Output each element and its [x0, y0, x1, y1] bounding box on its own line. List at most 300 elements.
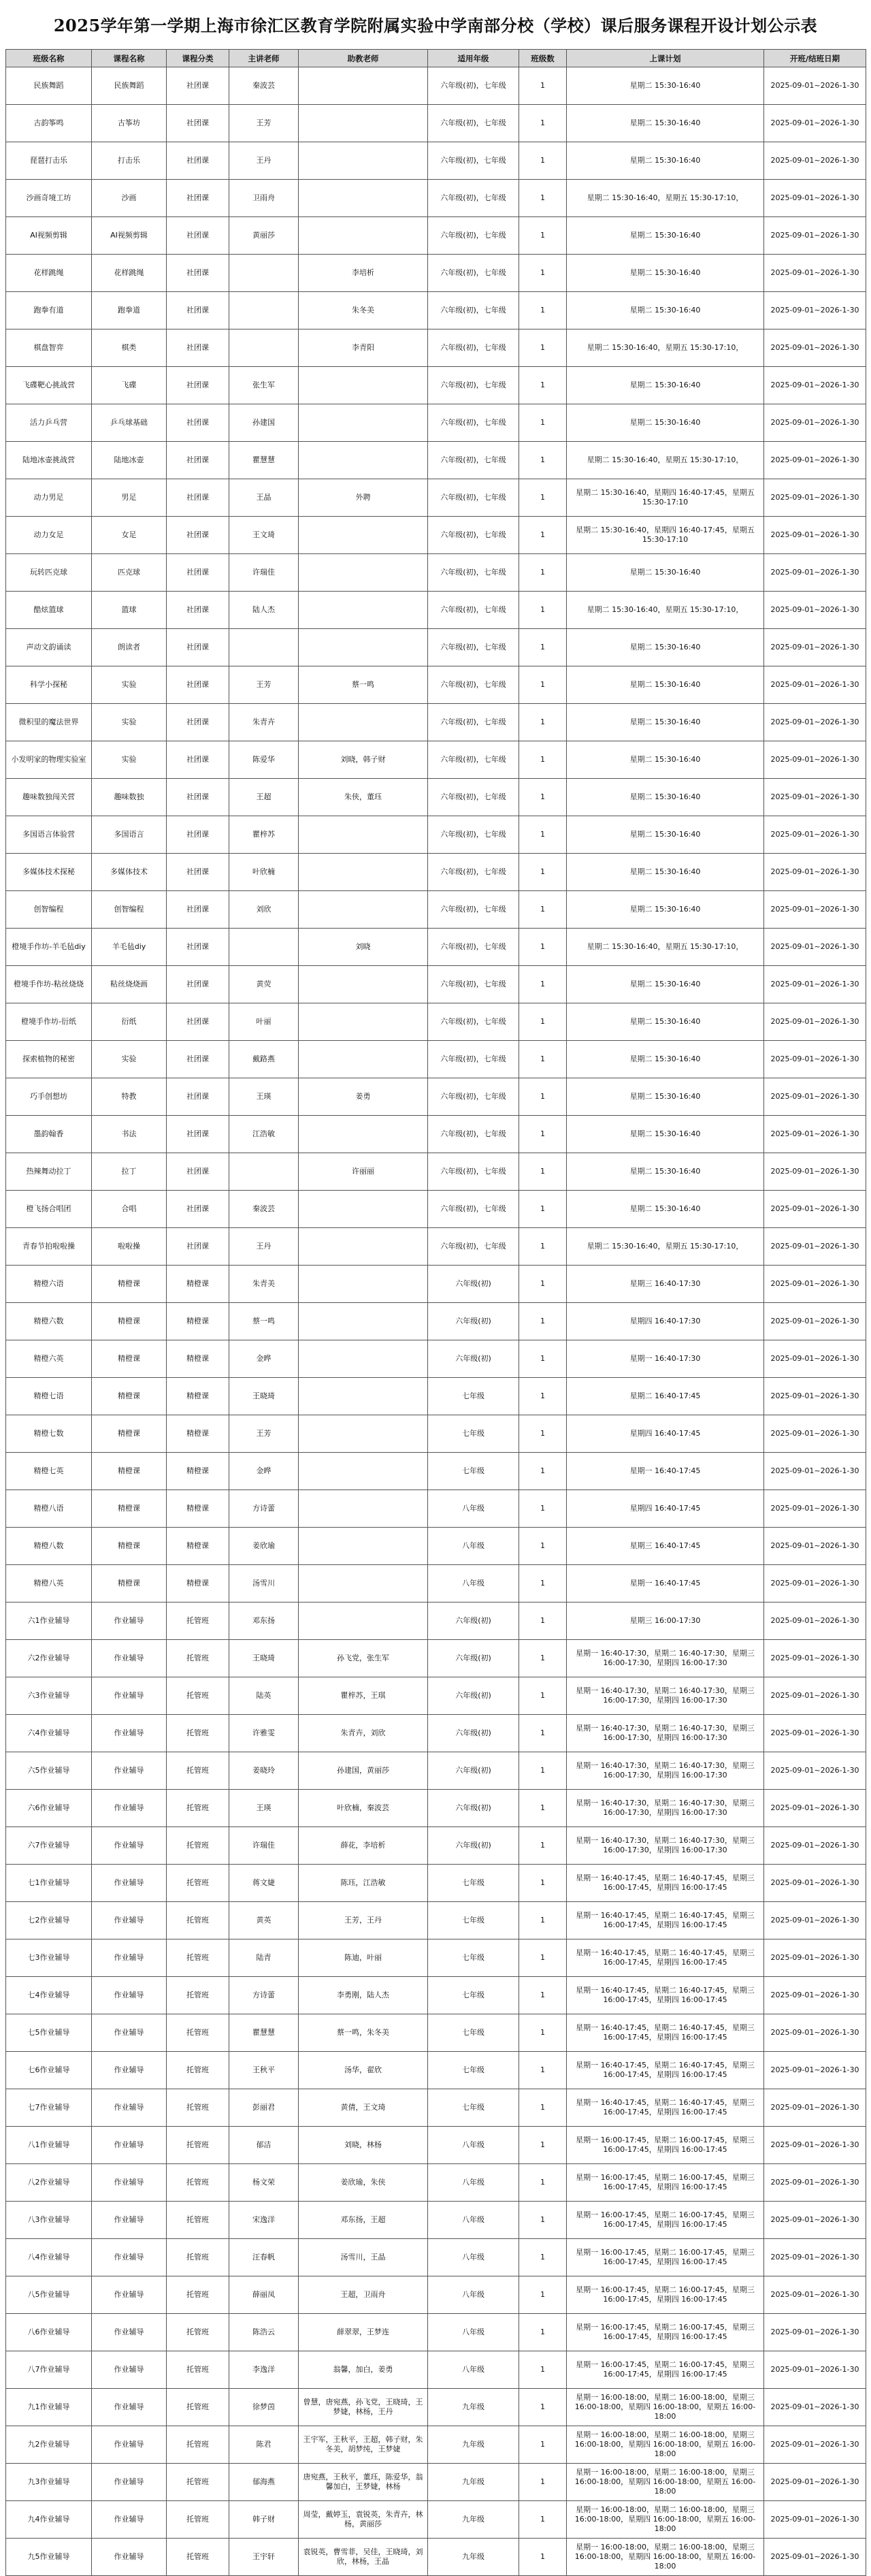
- cell-course-category: 托管班: [167, 2539, 229, 2576]
- cell-course-name: 跑拳道: [92, 292, 167, 329]
- cell-course-category: 社团课: [167, 142, 229, 180]
- cell-class-name: 橙境手作坊-粘丝烧烧: [6, 966, 92, 1003]
- cell-grade: 七年级: [428, 1939, 519, 1977]
- cell-course-category: 托管班: [167, 2239, 229, 2276]
- cell-lead-teacher: 王文琦: [229, 517, 299, 554]
- cell-dates: 2025-09-01~2026-1-30: [764, 1715, 866, 1752]
- cell-lead-teacher: 许雅雯: [229, 1715, 299, 1752]
- cell-dates: 2025-09-01~2026-1-30: [764, 255, 866, 292]
- cell-dates: 2025-09-01~2026-1-30: [764, 217, 866, 255]
- cell-assistant-teacher: 黄倩，王文琦: [299, 2089, 428, 2127]
- cell-grade: 六年级(初)，七年级: [428, 292, 519, 329]
- cell-grade: 八年级: [428, 2202, 519, 2239]
- cell-schedule: 星期二 15:30-16:40，星期四 16:40-17:45，星期五 15:30-17:10: [567, 479, 764, 517]
- cell-grade: 六年级(初)，七年级: [428, 592, 519, 629]
- cell-grade: 六年级(初)，七年级: [428, 142, 519, 180]
- cell-grade: 六年级(初)，七年级: [428, 67, 519, 105]
- cell-grade: 七年级: [428, 1378, 519, 1415]
- table-row: [6, 1977, 866, 2014]
- cell-dates: 2025-09-01~2026-1-30: [764, 2014, 866, 2052]
- cell-course-category: 社团课: [167, 180, 229, 217]
- cell-lead-teacher: 朱青美: [229, 1266, 299, 1303]
- cell-lead-teacher: 姜欣瑜: [229, 1528, 299, 1565]
- cell-class-name: 六3作业辅导: [6, 1677, 92, 1715]
- cell-class-name: 民族舞蹈: [6, 67, 92, 105]
- cell-grade: 六年级(初): [428, 1677, 519, 1715]
- table-row: [6, 2276, 866, 2314]
- cell-course-name: 衍纸: [92, 1003, 167, 1041]
- cell-course-name: 书法: [92, 1116, 167, 1153]
- table-row: [6, 255, 866, 292]
- cell-assistant-teacher: [299, 404, 428, 442]
- table-row: [6, 1191, 866, 1228]
- cell-course-name: 作业辅导: [92, 2276, 167, 2314]
- cell-lead-teacher: 陈爱华: [229, 741, 299, 779]
- cell-class-count: 1: [519, 1902, 567, 1939]
- cell-lead-teacher: 秦波芸: [229, 67, 299, 105]
- table-row: [6, 2202, 866, 2239]
- cell-schedule: 星期一 16:40-17:30，星期二 16:40-17:30，星期三 16:00-17:30，星期四 16:00-17:30: [567, 1640, 764, 1677]
- cell-schedule: 星期二 15:30-16:40，星期四 16:40-17:45，星期五 15:30-17:10: [567, 517, 764, 554]
- cell-class-count: 1: [519, 666, 567, 704]
- cell-assistant-teacher: [299, 1415, 428, 1453]
- cell-schedule: 星期二 15:30-16:40: [567, 741, 764, 779]
- cell-grade: 六年级(初)，七年级: [428, 1191, 519, 1228]
- cell-class-name: 创智编程: [6, 891, 92, 929]
- cell-class-count: 1: [519, 404, 567, 442]
- col-header-grade: 适用年级: [428, 50, 519, 67]
- cell-grade: 六年级(初)，七年级: [428, 704, 519, 741]
- cell-course-category: 社团课: [167, 891, 229, 929]
- cell-grade: 六年级(初)，七年级: [428, 779, 519, 816]
- cell-schedule: 星期二 15:30-16:40: [567, 554, 764, 592]
- cell-class-count: 1: [519, 816, 567, 854]
- cell-dates: 2025-09-01~2026-1-30: [764, 1752, 866, 1790]
- table-header-row: [6, 50, 866, 67]
- cell-grade: 六年级(初)，七年级: [428, 891, 519, 929]
- cell-grade: 六年级(初)，七年级: [428, 1228, 519, 1266]
- cell-grade: 六年级(初): [428, 1603, 519, 1640]
- cell-course-category: 社团课: [167, 592, 229, 629]
- cell-dates: 2025-09-01~2026-1-30: [764, 1340, 866, 1378]
- table-row: [6, 1228, 866, 1266]
- cell-class-name: 六2作业辅导: [6, 1640, 92, 1677]
- cell-assistant-teacher: 蔡一鸣: [299, 666, 428, 704]
- cell-class-count: 1: [519, 1790, 567, 1827]
- cell-course-category: 社团课: [167, 629, 229, 666]
- cell-schedule: 星期二 15:30-16:40，星期五 15:30-17:10，: [567, 329, 764, 367]
- cell-grade: 六年级(初)，七年级: [428, 517, 519, 554]
- cell-grade: 七年级: [428, 2052, 519, 2089]
- table-row: [6, 1378, 866, 1415]
- cell-grade: 八年级: [428, 2164, 519, 2202]
- cell-assistant-teacher: [299, 554, 428, 592]
- cell-course-name: 篮球: [92, 592, 167, 629]
- cell-assistant-teacher: [299, 966, 428, 1003]
- cell-class-name: 八4作业辅导: [6, 2239, 92, 2276]
- cell-class-count: 1: [519, 2052, 567, 2089]
- cell-lead-teacher: 王芳: [229, 105, 299, 142]
- cell-lead-teacher: 黄英: [229, 1902, 299, 1939]
- cell-lead-teacher: 黄荧: [229, 966, 299, 1003]
- table-row: [6, 966, 866, 1003]
- cell-dates: 2025-09-01~2026-1-30: [764, 2127, 866, 2164]
- cell-dates: 2025-09-01~2026-1-30: [764, 1078, 866, 1116]
- cell-class-name: 八7作业辅导: [6, 2351, 92, 2389]
- cell-class-name: 七4作业辅导: [6, 1977, 92, 2014]
- table-row: [6, 1640, 866, 1677]
- cell-class-name: 九1作业辅导: [6, 2389, 92, 2426]
- cell-dates: 2025-09-01~2026-1-30: [764, 1378, 866, 1415]
- cell-grade: 六年级(初)，七年级: [428, 666, 519, 704]
- cell-course-category: 社团课: [167, 666, 229, 704]
- cell-lead-teacher: 陆青: [229, 1939, 299, 1977]
- cell-class-name: 探索植物的秘密: [6, 1041, 92, 1078]
- cell-lead-teacher: 秦波芸: [229, 1191, 299, 1228]
- table-row: [6, 105, 866, 142]
- cell-lead-teacher: [229, 329, 299, 367]
- table-row: [6, 1490, 866, 1528]
- cell-lead-teacher: 薛丽凤: [229, 2276, 299, 2314]
- cell-course-category: 托管班: [167, 1827, 229, 1865]
- cell-grade: 七年级: [428, 1865, 519, 1902]
- cell-class-name: 青春节拍啦啦操: [6, 1228, 92, 1266]
- cell-class-count: 1: [519, 442, 567, 479]
- table-row: [6, 2314, 866, 2351]
- cell-schedule: 星期二 15:30-16:40，星期五 15:30-17:10，: [567, 1228, 764, 1266]
- cell-class-name: 九4作业辅导: [6, 2501, 92, 2539]
- cell-assistant-teacher: [299, 142, 428, 180]
- table-row: [6, 554, 866, 592]
- cell-dates: 2025-09-01~2026-1-30: [764, 1191, 866, 1228]
- cell-assistant-teacher: [299, 891, 428, 929]
- cell-course-name: 作业辅导: [92, 2351, 167, 2389]
- cell-class-name: 小发明家的物理实验室: [6, 741, 92, 779]
- cell-assistant-teacher: [299, 704, 428, 741]
- cell-lead-teacher: 张生军: [229, 367, 299, 404]
- cell-class-count: 1: [519, 329, 567, 367]
- cell-course-name: 作业辅导: [92, 1977, 167, 2014]
- cell-course-name: 作业辅导: [92, 2501, 167, 2539]
- cell-schedule: 星期一 16:40-17:45，星期二 16:40-17:45，星期三 16:00-17:45，星期四 16:00-17:45: [567, 1939, 764, 1977]
- cell-assistant-teacher: [299, 217, 428, 255]
- cell-dates: 2025-09-01~2026-1-30: [764, 67, 866, 105]
- cell-course-name: 羊毛毡diy: [92, 929, 167, 966]
- cell-course-name: 作业辅导: [92, 1939, 167, 1977]
- cell-course-category: 社团课: [167, 1003, 229, 1041]
- cell-schedule: 星期一 16:00-18:00，星期二 16:00-18:00，星期三 16:00-18:00，星期四 16:00-18:00，星期五 16:00-18:00: [567, 2389, 764, 2426]
- cell-assistant-teacher: 朱冬美: [299, 292, 428, 329]
- cell-assistant-teacher: 姜欣瑜，朱侠: [299, 2164, 428, 2202]
- cell-assistant-teacher: 刘晓，韩子财: [299, 741, 428, 779]
- cell-assistant-teacher: [299, 1528, 428, 1565]
- cell-lead-teacher: [229, 929, 299, 966]
- cell-dates: 2025-09-01~2026-1-30: [764, 404, 866, 442]
- cell-schedule: 星期二 15:30-16:40: [567, 142, 764, 180]
- cell-lead-teacher: 卫雨舟: [229, 180, 299, 217]
- cell-dates: 2025-09-01~2026-1-30: [764, 2464, 866, 2501]
- cell-grade: 六年级(初)，七年级: [428, 255, 519, 292]
- cell-course-category: 精橙课: [167, 1415, 229, 1453]
- cell-course-name: 男足: [92, 479, 167, 517]
- cell-course-category: 社团课: [167, 554, 229, 592]
- cell-class-name: 六7作业辅导: [6, 1827, 92, 1865]
- cell-assistant-teacher: [299, 517, 428, 554]
- cell-dates: 2025-09-01~2026-1-30: [764, 1603, 866, 1640]
- cell-dates: 2025-09-01~2026-1-30: [764, 666, 866, 704]
- cell-course-category: 托管班: [167, 1790, 229, 1827]
- table-row: [6, 1902, 866, 1939]
- cell-course-category: 社团课: [167, 517, 229, 554]
- cell-grade: 六年级(初)，七年级: [428, 854, 519, 891]
- cell-course-name: 拉丁: [92, 1153, 167, 1191]
- cell-grade: 七年级: [428, 1902, 519, 1939]
- cell-schedule: 星期二 15:30-16:40: [567, 891, 764, 929]
- cell-lead-teacher: 江浩敏: [229, 1116, 299, 1153]
- cell-course-category: 托管班: [167, 2276, 229, 2314]
- cell-schedule: 星期一 16:40-17:45，星期二 16:40-17:45，星期三 16:00-17:45，星期四 16:00-17:45: [567, 1977, 764, 2014]
- cell-grade: 九年级: [428, 2501, 519, 2539]
- cell-dates: 2025-09-01~2026-1-30: [764, 2239, 866, 2276]
- cell-lead-teacher: 叶欣楠: [229, 854, 299, 891]
- cell-grade: 八年级: [428, 2351, 519, 2389]
- cell-grade: 六年级(初)，七年级: [428, 479, 519, 517]
- cell-course-name: 作业辅导: [92, 1790, 167, 1827]
- cell-course-category: 社团课: [167, 1116, 229, 1153]
- cell-grade: 八年级: [428, 1565, 519, 1603]
- cell-dates: 2025-09-01~2026-1-30: [764, 2314, 866, 2351]
- cell-course-name: 趣味数独: [92, 779, 167, 816]
- cell-course-category: 社团课: [167, 854, 229, 891]
- cell-assistant-teacher: 刘晓，林杨: [299, 2127, 428, 2164]
- cell-grade: 八年级: [428, 2314, 519, 2351]
- cell-dates: 2025-09-01~2026-1-30: [764, 292, 866, 329]
- cell-course-name: 飞碟: [92, 367, 167, 404]
- cell-course-name: 多媒体技术: [92, 854, 167, 891]
- cell-dates: 2025-09-01~2026-1-30: [764, 1303, 866, 1340]
- cell-schedule: 星期一 16:40-17:30，星期二 16:40-17:30，星期三 16:00-17:30，星期四 16:00-17:30: [567, 1827, 764, 1865]
- cell-grade: 九年级: [428, 2464, 519, 2501]
- cell-dates: 2025-09-01~2026-1-30: [764, 329, 866, 367]
- cell-course-name: 棋类: [92, 329, 167, 367]
- cell-class-count: 1: [519, 592, 567, 629]
- cell-schedule: 星期一 16:40-17:45，星期二 16:40-17:45，星期三 16:00-17:45，星期四 16:00-17:45: [567, 2052, 764, 2089]
- cell-course-name: 作业辅导: [92, 2127, 167, 2164]
- cell-lead-teacher: 王瑛: [229, 1790, 299, 1827]
- cell-lead-teacher: 瞿梓苏: [229, 816, 299, 854]
- cell-assistant-teacher: 朱青卉，刘欣: [299, 1715, 428, 1752]
- cell-lead-teacher: 彭丽君: [229, 2089, 299, 2127]
- cell-class-count: 1: [519, 1228, 567, 1266]
- cell-class-name: 九5作业辅导: [6, 2539, 92, 2576]
- table-row: [6, 2389, 866, 2426]
- cell-course-name: 合唱: [92, 1191, 167, 1228]
- cell-assistant-teacher: 曾慧，唐宛燕，孙飞党，王晓琦，王梦婕，林杨，王丹: [299, 2389, 428, 2426]
- cell-schedule: 星期一 16:00-18:00，星期二 16:00-18:00，星期三 16:00-18:00，星期四 16:00-18:00，星期五 16:00-18:00: [567, 2539, 764, 2576]
- table-row: [6, 442, 866, 479]
- col-header-class-count: 班级数: [519, 50, 567, 67]
- cell-course-category: 精橙课: [167, 1528, 229, 1565]
- cell-class-name: 飞碟靶心挑战营: [6, 367, 92, 404]
- cell-course-category: 社团课: [167, 367, 229, 404]
- cell-grade: 六年级(初)，七年级: [428, 1041, 519, 1078]
- cell-class-count: 1: [519, 2202, 567, 2239]
- table-row: [6, 592, 866, 629]
- cell-course-name: 作业辅导: [92, 1715, 167, 1752]
- cell-schedule: 星期一 16:40-17:30，星期二 16:40-17:30，星期三 16:00-17:30，星期四 16:00-17:30: [567, 1752, 764, 1790]
- cell-schedule: 星期二 15:30-16:40: [567, 666, 764, 704]
- cell-assistant-teacher: [299, 105, 428, 142]
- cell-course-name: 精橙课: [92, 1303, 167, 1340]
- table-row: [6, 2351, 866, 2389]
- cell-lead-teacher: 蔡一鸣: [229, 1303, 299, 1340]
- cell-grade: 六年级(初): [428, 1266, 519, 1303]
- cell-grade: 六年级(初): [428, 1715, 519, 1752]
- cell-grade: 六年级(初): [428, 1640, 519, 1677]
- cell-course-name: 花样跳绳: [92, 255, 167, 292]
- cell-course-category: 社团课: [167, 404, 229, 442]
- cell-class-count: 1: [519, 1453, 567, 1490]
- cell-class-count: 1: [519, 629, 567, 666]
- cell-course-name: 沙画: [92, 180, 167, 217]
- cell-class-name: 陆地冰壶挑战营: [6, 442, 92, 479]
- cell-lead-teacher: 王丹: [229, 142, 299, 180]
- cell-course-name: 作业辅导: [92, 2089, 167, 2127]
- cell-lead-teacher: 邓东扬: [229, 1603, 299, 1640]
- cell-class-name: 精橙六数: [6, 1303, 92, 1340]
- table-row: [6, 854, 866, 891]
- cell-course-name: 特教: [92, 1078, 167, 1116]
- cell-grade: 六年级(初)，七年级: [428, 404, 519, 442]
- table-row: [6, 1603, 866, 1640]
- cell-dates: 2025-09-01~2026-1-30: [764, 704, 866, 741]
- cell-schedule: 星期二 15:30-16:40: [567, 704, 764, 741]
- col-header-course-name: 课程名称: [92, 50, 167, 67]
- cell-schedule: 星期二 15:30-16:40: [567, 292, 764, 329]
- cell-lead-teacher: 李逸洋: [229, 2351, 299, 2389]
- cell-class-count: 1: [519, 1677, 567, 1715]
- cell-assistant-teacher: 李培析: [299, 255, 428, 292]
- cell-class-name: 活力乒乓营: [6, 404, 92, 442]
- cell-dates: 2025-09-01~2026-1-30: [764, 816, 866, 854]
- cell-class-name: 六5作业辅导: [6, 1752, 92, 1790]
- cell-course-name: 实验: [92, 1041, 167, 1078]
- table-row: [6, 479, 866, 517]
- table-row: [6, 180, 866, 217]
- cell-course-name: 精橙课: [92, 1340, 167, 1378]
- cell-assistant-teacher: [299, 816, 428, 854]
- cell-class-count: 1: [519, 1977, 567, 2014]
- cell-class-name: 六1作业辅导: [6, 1603, 92, 1640]
- cell-class-name: 声动文韵诵读: [6, 629, 92, 666]
- cell-lead-teacher: 汪春帆: [229, 2239, 299, 2276]
- cell-assistant-teacher: 翁馨，加白，姜勇: [299, 2351, 428, 2389]
- table-row: [6, 2127, 866, 2164]
- cell-grade: 八年级: [428, 2276, 519, 2314]
- cell-class-name: 精橙六英: [6, 1340, 92, 1378]
- cell-course-name: 实验: [92, 704, 167, 741]
- cell-assistant-teacher: 孙建国，黄丽莎: [299, 1752, 428, 1790]
- cell-class-name: 六4作业辅导: [6, 1715, 92, 1752]
- cell-assistant-teacher: [299, 1041, 428, 1078]
- cell-course-category: 托管班: [167, 1677, 229, 1715]
- cell-dates: 2025-09-01~2026-1-30: [764, 2351, 866, 2389]
- cell-class-count: 1: [519, 2127, 567, 2164]
- cell-assistant-teacher: 陈迪，叶丽: [299, 1939, 428, 1977]
- cell-class-count: 1: [519, 779, 567, 816]
- cell-course-category: 社团课: [167, 329, 229, 367]
- cell-class-name: 热辣舞动拉丁: [6, 1153, 92, 1191]
- cell-grade: 六年级(初)，七年级: [428, 442, 519, 479]
- table-row: [6, 929, 866, 966]
- cell-dates: 2025-09-01~2026-1-30: [764, 2089, 866, 2127]
- cell-course-name: 古筝坊: [92, 105, 167, 142]
- cell-lead-teacher: 叶丽: [229, 1003, 299, 1041]
- cell-lead-teacher: 金晔: [229, 1453, 299, 1490]
- cell-class-count: 1: [519, 704, 567, 741]
- cell-class-count: 1: [519, 517, 567, 554]
- cell-course-category: 社团课: [167, 292, 229, 329]
- cell-course-category: 托管班: [167, 2426, 229, 2464]
- document-title: 2025学年第一学期上海市徐汇区教育学院附属实验中学南部分校（学校）课后服务课程开设计划公示表: [53, 16, 818, 35]
- cell-class-name: 精橙八数: [6, 1528, 92, 1565]
- cell-class-name: 多媒体技术探秘: [6, 854, 92, 891]
- cell-grade: 九年级: [428, 2539, 519, 2576]
- table-row: [6, 1827, 866, 1865]
- cell-dates: 2025-09-01~2026-1-30: [764, 1153, 866, 1191]
- table-row: [6, 1677, 866, 1715]
- cell-assistant-teacher: 朱侠，董珏: [299, 779, 428, 816]
- table-row: [6, 1266, 866, 1303]
- cell-course-category: 托管班: [167, 2202, 229, 2239]
- cell-class-name: 七2作业辅导: [6, 1902, 92, 1939]
- cell-class-name: 古韵筝鸣: [6, 105, 92, 142]
- cell-dates: 2025-09-01~2026-1-30: [764, 1266, 866, 1303]
- cell-lead-teacher: 郁海燕: [229, 2464, 299, 2501]
- cell-grade: 六年级(初)，七年级: [428, 1003, 519, 1041]
- cell-course-name: 女足: [92, 517, 167, 554]
- cell-lead-teacher: 陈浩云: [229, 2314, 299, 2351]
- cell-dates: 2025-09-01~2026-1-30: [764, 554, 866, 592]
- cell-lead-teacher: 黄丽莎: [229, 217, 299, 255]
- cell-grade: 六年级(初)，七年级: [428, 217, 519, 255]
- cell-course-category: 托管班: [167, 2052, 229, 2089]
- cell-course-category: 精橙课: [167, 1565, 229, 1603]
- cell-dates: 2025-09-01~2026-1-30: [764, 517, 866, 554]
- cell-grade: 八年级: [428, 1490, 519, 1528]
- cell-class-name: 八5作业辅导: [6, 2276, 92, 2314]
- cell-dates: 2025-09-01~2026-1-30: [764, 1677, 866, 1715]
- cell-class-name: 橙飞扬合唱团: [6, 1191, 92, 1228]
- cell-lead-teacher: 孙建国: [229, 404, 299, 442]
- cell-assistant-teacher: [299, 180, 428, 217]
- table-row: [6, 1752, 866, 1790]
- table-row: [6, 704, 866, 741]
- cell-lead-teacher: 戴路燕: [229, 1041, 299, 1078]
- cell-dates: 2025-09-01~2026-1-30: [764, 2202, 866, 2239]
- cell-schedule: 星期二 15:30-16:40: [567, 816, 764, 854]
- cell-schedule: 星期一 16:40-17:45，星期二 16:40-17:45，星期三 16:00-17:45，星期四 16:00-17:45: [567, 1865, 764, 1902]
- cell-schedule: 星期四 16:40-17:45: [567, 1490, 764, 1528]
- cell-class-name: 九3作业辅导: [6, 2464, 92, 2501]
- table-row: [6, 741, 866, 779]
- cell-course-name: 作业辅导: [92, 2426, 167, 2464]
- cell-assistant-teacher: 李勇刚，陆人杰: [299, 1977, 428, 2014]
- cell-class-count: 1: [519, 2501, 567, 2539]
- cell-course-category: 托管班: [167, 1977, 229, 2014]
- cell-class-name: 七1作业辅导: [6, 1865, 92, 1902]
- cell-course-category: 社团课: [167, 105, 229, 142]
